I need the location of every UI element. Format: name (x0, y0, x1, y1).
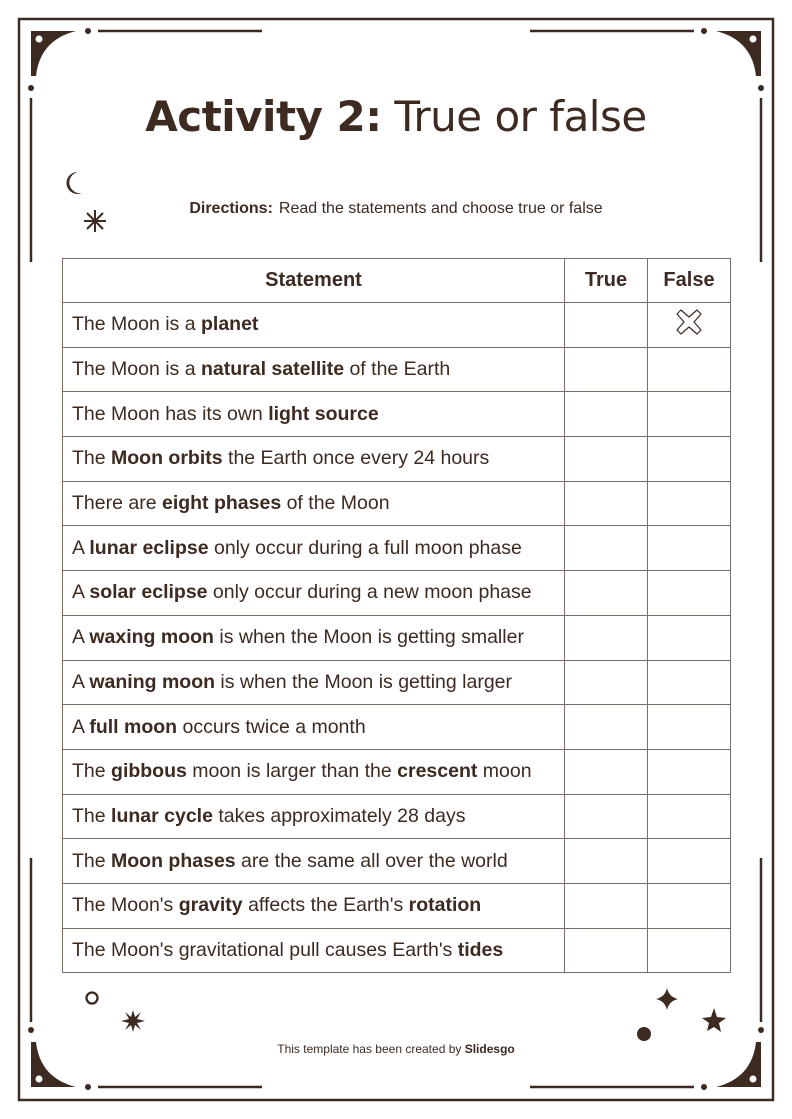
statement-text: is when the Moon is getting larger (215, 670, 513, 693)
table-row (63, 883, 731, 928)
header-true: True (565, 259, 648, 303)
statement-cell (63, 392, 565, 437)
table-row (63, 526, 731, 571)
table-row (63, 347, 731, 392)
false-answer-cell[interactable] (648, 526, 731, 571)
dot-icon (637, 1027, 651, 1041)
title-normal: True or false (394, 92, 647, 141)
table-row (63, 615, 731, 660)
statement-keyword: rotation (408, 894, 482, 917)
statement-text: A (72, 581, 90, 604)
true-answer-cell[interactable] (565, 437, 648, 482)
table-row (63, 571, 731, 616)
true-answer-cell[interactable] (565, 749, 648, 794)
statement-text: affects the Earth's (242, 894, 409, 917)
statement-keyword: solar eclipse (89, 581, 208, 604)
statement-keyword: waxing moon (89, 626, 214, 649)
true-answer-cell[interactable] (565, 705, 648, 750)
starburst-icon (121, 1010, 145, 1032)
title-bold: Activity 2: (145, 92, 382, 141)
statement-cell (63, 839, 565, 884)
statement-cell (63, 928, 565, 973)
statement-text: The Moon is a (72, 313, 201, 336)
true-answer-cell[interactable] (565, 883, 648, 928)
table-row (63, 794, 731, 839)
statement-cell (63, 526, 565, 571)
false-answer-cell[interactable] (648, 481, 731, 526)
sparkle-icon (656, 988, 678, 1010)
statement-cell (63, 660, 565, 705)
page-title (0, 92, 792, 141)
statement-keyword: eight phases (161, 492, 282, 515)
statement-cell (63, 749, 565, 794)
table-row (63, 705, 731, 750)
statement-keyword: crescent (397, 760, 478, 783)
false-answer-cell[interactable] (648, 928, 731, 973)
true-false-table (62, 258, 731, 973)
false-answer-cell[interactable] (648, 794, 731, 839)
statement-text: A (72, 670, 90, 693)
statement-text: The (72, 804, 112, 827)
statement-text: of the Earth (344, 358, 451, 381)
false-answer-cell[interactable] (648, 660, 731, 705)
statement-text: The (72, 760, 112, 783)
statement-cell (63, 571, 565, 616)
x-mark-icon (671, 304, 707, 340)
statement-text: is when the Moon is getting smaller (213, 626, 524, 649)
ring-icon (87, 993, 98, 1004)
footer-brand: Slidesgo (464, 1042, 515, 1056)
moon-icon (66, 172, 82, 194)
table-row (63, 749, 731, 794)
table-row (63, 303, 731, 348)
statement-keyword: lunar cycle (111, 804, 213, 827)
statement-cell (63, 794, 565, 839)
directions (0, 200, 792, 218)
table-row (63, 660, 731, 705)
statement-keyword: full moon (89, 715, 178, 738)
statement-text: A (72, 536, 90, 559)
footer-credit (0, 1042, 792, 1056)
table-header (63, 259, 731, 303)
false-answer-cell[interactable] (648, 392, 731, 437)
directions-text: Read the statements and choose true or false (278, 200, 603, 217)
statement-text: moon is larger than the (186, 760, 398, 783)
statement-text: only occur during a new moon phase (207, 581, 532, 604)
statement-keyword: tides (457, 938, 504, 961)
false-answer-cell[interactable] (648, 571, 731, 616)
statement-text: There are (72, 492, 162, 515)
true-answer-cell[interactable] (565, 303, 648, 348)
true-answer-cell[interactable] (565, 839, 648, 884)
directions-label: Directions: (189, 200, 273, 217)
statement-cell (63, 347, 565, 392)
true-answer-cell[interactable] (565, 660, 648, 705)
statement-text: occurs twice a month (177, 715, 366, 738)
statement-keyword: natural satellite (200, 358, 345, 381)
true-answer-cell[interactable] (565, 928, 648, 973)
statement-text: A (72, 626, 90, 649)
statement-text: the Earth once every 24 hours (222, 447, 490, 470)
false-answer-cell[interactable] (648, 615, 731, 660)
statement-keyword: waning moon (89, 670, 216, 693)
true-answer-cell[interactable] (565, 615, 648, 660)
true-answer-cell[interactable] (565, 794, 648, 839)
statement-cell (63, 437, 565, 482)
statement-keyword: light source (268, 402, 379, 425)
table-row (63, 437, 731, 482)
statement-text: The (72, 849, 112, 872)
statement-text: The Moon's (72, 894, 179, 917)
statement-text: moon (477, 760, 532, 783)
statement-text: The Moon is a (72, 358, 201, 381)
true-answer-cell[interactable] (565, 481, 648, 526)
star-icon (702, 1008, 726, 1032)
statement-text: are the same all over the world (235, 849, 508, 872)
false-answer-cell[interactable] (648, 705, 731, 750)
header-false: False (648, 259, 731, 303)
false-answer-cell[interactable] (648, 839, 731, 884)
statement-keyword: gravity (178, 894, 243, 917)
statement-text: The (72, 447, 112, 470)
statement-cell (63, 481, 565, 526)
statement-keyword: planet (200, 313, 259, 336)
statement-cell (63, 615, 565, 660)
statement-text: The Moon's gravitational pull causes Earth's (72, 938, 458, 961)
false-answer-cell[interactable] (648, 749, 731, 794)
statement-text: of the Moon (281, 492, 390, 515)
false-answer-cell[interactable] (648, 347, 731, 392)
statement-keyword: Moon phases (111, 849, 236, 872)
statement-text: takes approximately 28 days (212, 804, 466, 827)
table-row (63, 839, 731, 884)
header-statement: Statement (63, 259, 565, 303)
footer-text: This template has been created by (277, 1042, 465, 1056)
true-answer-cell[interactable] (565, 526, 648, 571)
false-answer-cell[interactable] (648, 303, 731, 348)
table-row (63, 928, 731, 973)
false-answer-cell[interactable] (648, 437, 731, 482)
true-answer-cell[interactable] (565, 347, 648, 392)
statement-cell (63, 705, 565, 750)
statement-cell (63, 303, 565, 348)
statement-text: A (72, 715, 90, 738)
statement-text: only occur during a full moon phase (208, 536, 522, 559)
false-answer-cell[interactable] (648, 883, 731, 928)
statement-keyword: gibbous (111, 760, 187, 783)
statement-keyword: lunar eclipse (89, 536, 209, 559)
statement-keyword: Moon orbits (111, 447, 223, 470)
true-answer-cell[interactable] (565, 571, 648, 616)
statement-cell (63, 883, 565, 928)
statement-text: The Moon has its own (72, 402, 269, 425)
true-answer-cell[interactable] (565, 392, 648, 437)
table-row (63, 392, 731, 437)
table-row (63, 481, 731, 526)
